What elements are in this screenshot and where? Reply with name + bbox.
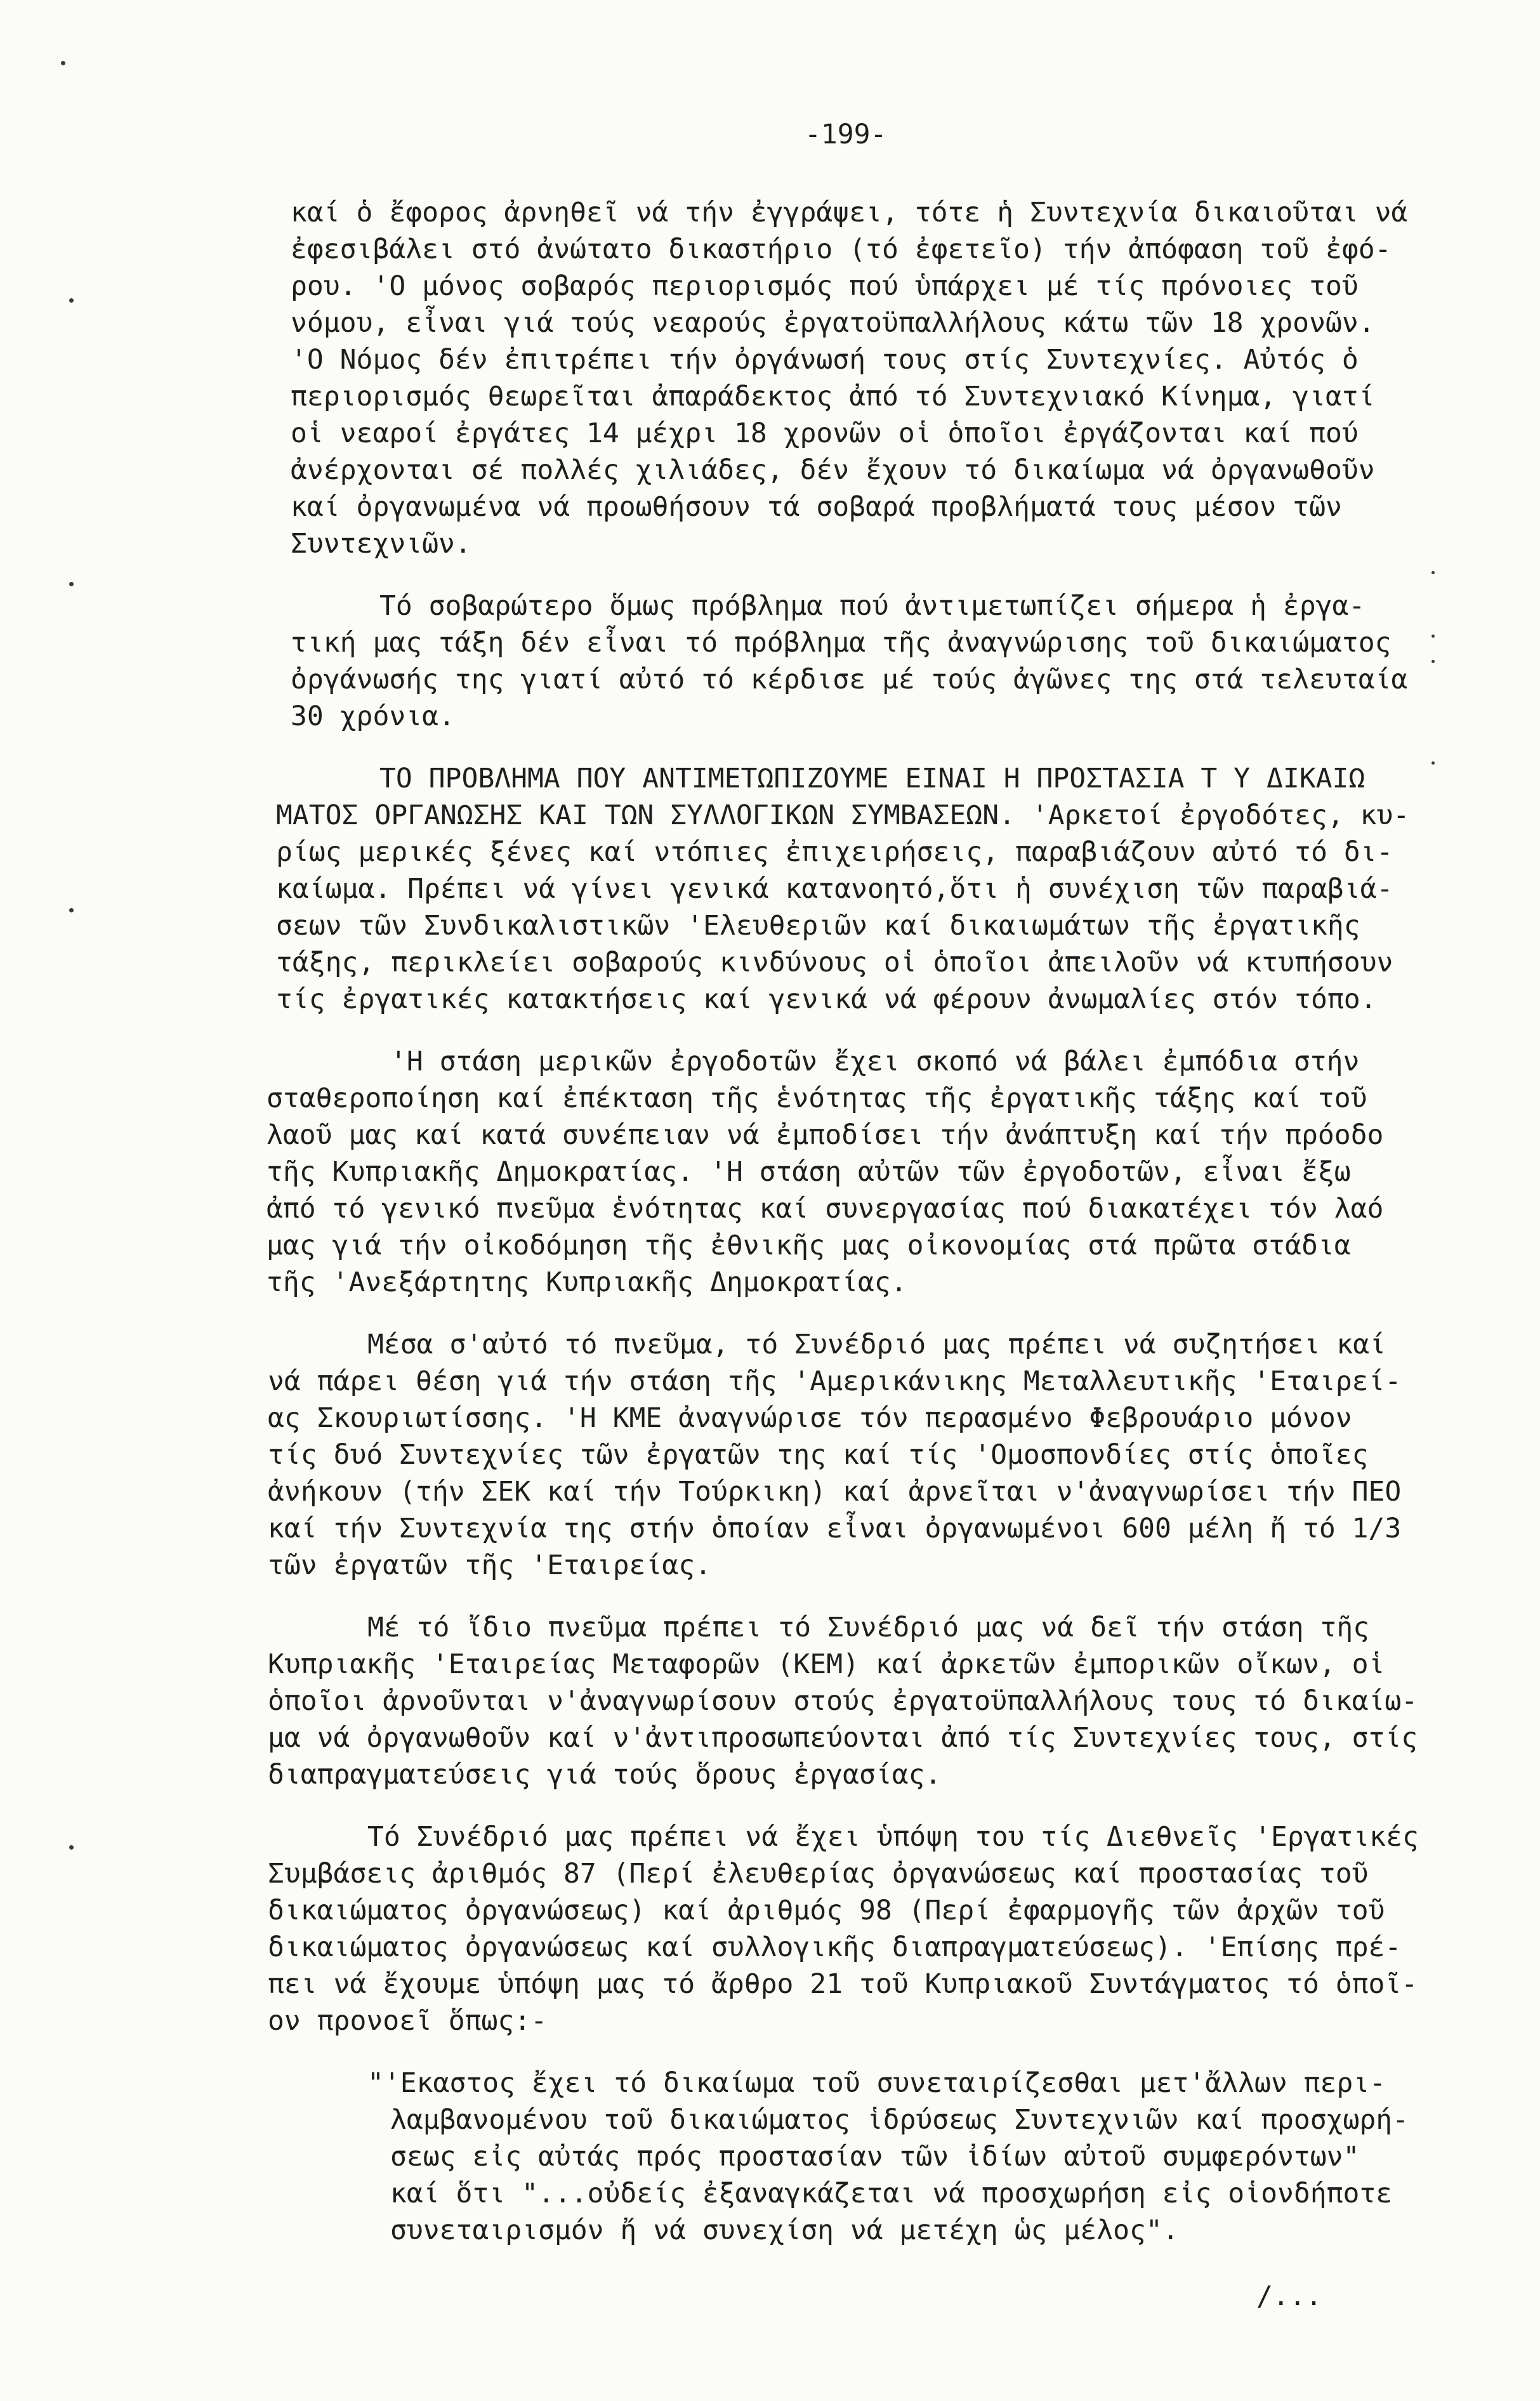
text-line: καί ὅτι "...οὐδείς ἐξαναγκάζεται νά προσχωρήση εἰς οἱονδήποτε xyxy=(390,2178,1393,2209)
text-line: τίς ἐργατικές κατακτήσεις καί γενικά νά φέρουν ἀνωμαλίες στόν τόπο. xyxy=(276,983,1377,1015)
text-line: Κυπριακῆς 'Εταιρείας Μεταφορῶν (ΚΕΜ) καί ἀρκετῶν ἐμπορικῶν οἴκων, οἱ xyxy=(268,1648,1385,1680)
continuation-mark: /... xyxy=(1256,2280,1322,2312)
text-line: ὀργάνωσής της γιατί αὐτό τό κέρδισε μέ τούς ἀγῶνες της στά τελευταία xyxy=(291,664,1408,695)
text-line: ἐφεσιβάλει στό ἀνώτατο δικαστήριο (τό ἐφετεῖο) τήν ἀπόφαση τοῦ ἐφό- xyxy=(291,234,1392,265)
text-line: μας γιά τήν οἰκοδόμηση τῆς ἐθνικῆς μας οἰκονομίας στά πρῶτα στάδια xyxy=(267,1230,1351,1261)
text-line: 'Ο Νόμος δέν ἐπιτρέπει τήν ὀργάνωσή τους στίς Συντεχνίες. Αὐτός ὁ xyxy=(291,344,1359,376)
text-line: Μέ τό ἴδιο πνεῦμα πρέπει τό Συνέδριό μας νά δεῖ τήν στάση τῆς xyxy=(367,1612,1370,1643)
text-line: ὁποῖοι ἀρνοῦνται ν'ἀναγνωρίσουν στούς ἐργατοϋπαλλήλους τους τό δικαίω- xyxy=(268,1685,1418,1717)
text-line: νά πάρει θέση γιά τήν στάση τῆς 'Αμερικάνικης Μεταλλευτικῆς 'Εταιρεί- xyxy=(268,1365,1402,1397)
margin-speck xyxy=(61,61,65,65)
paragraph xyxy=(268,1326,1540,1584)
text-line: καί ὁ ἔφορος ἀρνηθεῖ νά τήν ἐγγράψει, τότε ἡ Συντεχνία δικαιοῦται νά xyxy=(291,197,1408,228)
text-line: οἱ νεαροί ἐργάτες 14 μέχρι 18 χρονῶν οἱ ὁποῖοι ἐργάζονται καί πού xyxy=(291,418,1359,449)
text-line: 'Η στάση μερικῶν ἐργοδοτῶν ἔχει σκοπό νά βάλει ἐμπόδια στήν xyxy=(390,1046,1360,1077)
quoted-constitution-article xyxy=(367,2065,1540,2249)
text-line: ρίως μερικές ξένες καί ντόπιες ἐπιχειρήσεις, παραβιάζουν αὐτό τό δι- xyxy=(276,836,1393,868)
text-line: πει νά ἔχουμε ὑπόψη μας τό ἄρθρο 21 τοῦ Κυπριακοῦ Συντάγματος τό ὁποῖ- xyxy=(268,1968,1418,2000)
text-line: τική μας τάξη δέν εἶναι τό πρόβλημα τῆς ἀναγνώρισης τοῦ δικαιώματος xyxy=(291,627,1392,659)
text-line: ον προνοεῖ ὅπως:- xyxy=(268,2005,548,2037)
text-line: τάξης, περικλείει σοβαρούς κινδύνους οἱ ὁποῖοι ἀπειλοῦν νά κτυπήσουν xyxy=(276,947,1393,978)
paragraph xyxy=(276,760,1540,1018)
text-line: μα νά ὀργανωθοῦν καί ν'ἀντιπροσωπεύονται ἀπό τίς Συντεχνίες τους, στίς xyxy=(268,1722,1418,1754)
text-line: νόμου, εἶναι γιά τούς νεαρούς ἐργατοϋπαλλήλους κάτω τῶν 18 χρονῶν. xyxy=(291,307,1375,339)
text-line: "'Εκαστος ἔχει τό δικαίωμα τοῦ συνεταιρίζεσθαι μετ'ἄλλων περι- xyxy=(367,2067,1386,2099)
text-line: ἀπό τό γενικό πνεῦμα ἑνότητας καί συνεργασίας πού διακατέχει τόν λαό xyxy=(267,1193,1384,1225)
text-line: τῶν ἐργατῶν τῆς 'Εταιρείας. xyxy=(268,1549,711,1581)
text-line: δικαιώματος ὀργανώσεως καί συλλογικῆς διαπραγματεύσεως). 'Επίσης πρέ- xyxy=(268,1931,1402,1963)
text-line: καί τήν Συντεχνία της στήν ὁποίαν εἶναι ὀργανωμένοι 600 μέλη ἤ τό 1/3 xyxy=(268,1513,1402,1544)
text-line: 30 χρόνια. xyxy=(291,701,455,732)
text-line: ἀνήκουν (τήν ΣΕΚ καί τήν Τούρκικη) καί ἀρνεῖται ν'ἀναγνωρίσει τήν ΠΕΟ xyxy=(268,1476,1402,1508)
text-line: Τό σοβαρώτερο ὅμως πρόβλημα πού ἀντιμετωπίζει σήμερα ἡ ἐργα- xyxy=(379,590,1366,622)
text-line: λαοῦ μας καί κατά συνέπειαν νά ἐμποδίσει τήν ἀνάπτυξη καί τήν πρόοδο xyxy=(267,1119,1384,1151)
page-number: -199- xyxy=(805,119,887,150)
text-line: τῆς 'Ανεξάρτητης Κυπριακῆς Δημοκρατίας. xyxy=(267,1266,907,1298)
text-line: Μέσα σ'αὐτό τό πνεῦμα, τό Συνέδριό μας πρέπει νά συζητήσει καί xyxy=(367,1329,1386,1360)
text-line: ἀνέρχονται σέ πολλές χιλιάδες, δέν ἔχουν τό δικαίωμα νά ὀργανωθοῦν xyxy=(291,454,1375,486)
paragraph xyxy=(268,1609,1540,1793)
text-line: σταθεροποίηση καί ἐπέκταση τῆς ἑνότητας τῆς ἐργατικῆς τάξης καί τοῦ xyxy=(267,1082,1367,1114)
body-text xyxy=(0,194,1540,2249)
paragraph xyxy=(267,1043,1540,1301)
text-line: σεων τῶν Συνδικαλιστικῶν 'Ελευθεριῶν καί δικαιωμάτων τῆς ἐργατικῆς xyxy=(276,910,1360,942)
text-line: καίωμα. Πρέπει νά γίνει γενικά κατανοητό,ὅτι ἡ συνέχιση τῶν παραβιά- xyxy=(276,873,1393,905)
text-line: ΤΟ ΠΡΟΒΛΗΜΑ ΠΟΥ ΑΝΤΙΜΕΤΩΠΙΖΟΥΜΕ ΕΙΝΑΙ Η ΠΡΟΣΤΑΣΙΑ Τ Υ ΔΙΚΑΙΩ xyxy=(379,763,1366,794)
paragraph xyxy=(291,194,1540,562)
text-line: καί ὀργανωμένα νά προωθήσουν τά σοβαρά προβλήματά τους μέσον τῶν xyxy=(291,491,1342,523)
paragraph xyxy=(291,588,1540,735)
text-line: Συμβάσεις ἀριθμός 87 (Περί ἐλευθερίας ὀργανώσεως καί προστασίας τοῦ xyxy=(268,1858,1369,1890)
text-line: Τό Συνέδριό μας πρέπει νά ἔχει ὑπόψη του τίς Διεθνεῖς 'Εργατικές xyxy=(367,1821,1419,1853)
text-line: λαμβανομένου τοῦ δικαιώματος ἱδρύσεως Συντεχνιῶν καί προσχωρή- xyxy=(390,2104,1409,2136)
text-line: συνεταιρισμόν ἤ νά συνεχίση νά μετέχη ὡς μέλος". xyxy=(390,2214,1179,2246)
text-line: δικαιώματος ὀργανώσεως) καί ἀριθμός 98 (Περί ἐφαρμογῆς τῶν ἀρχῶν τοῦ xyxy=(268,1895,1385,1926)
text-line: Συντεχνιῶν. xyxy=(291,528,471,560)
text-line: περιορισμός θεωρεῖται ἀπαράδεκτος ἀπό τό Συντεχνιακό Κίνημα, γιατί xyxy=(291,381,1375,412)
text-line: ας Σκουριωτίσσης. 'Η ΚΜΕ ἀναγνώρισε τόν περασμένο Φεβρουάριο μόνον xyxy=(268,1402,1352,1434)
text-line: τίς δυό Συντεχνίες τῶν ἐργατῶν της καί τίς 'Ομοσπονδίες στίς ὁποῖες xyxy=(268,1439,1369,1471)
text-line: σεως εἰς αὐτάς πρός προστασίαν τῶν ἰδίων αὐτοῦ συμφερόντων" xyxy=(390,2141,1360,2173)
text-line: διαπραγματεύσεις γιά τούς ὅρους ἐργασίας. xyxy=(268,1759,942,1791)
text-line: ρου. 'Ο μόνος σοβαρός περιορισμός πού ὑπάρχει μέ τίς πρόνοιες τοῦ xyxy=(291,270,1359,302)
text-line: τῆς Κυπριακῆς Δημοκρατίας. 'Η στάση αὐτῶν τῶν ἐργοδοτῶν, εἶναι ἔξω xyxy=(267,1156,1351,1188)
paragraph xyxy=(268,1819,1540,2039)
text-line: ΜΑΤΟΣ ΟΡΓΑΝΩΣΗΣ ΚΑΙ ΤΩΝ ΣΥΛΛΟΓΙΚΩΝ ΣΥΜΒΑΣΕΩΝ. 'Αρκετοί ἐργοδότες, κυ- xyxy=(276,799,1410,831)
